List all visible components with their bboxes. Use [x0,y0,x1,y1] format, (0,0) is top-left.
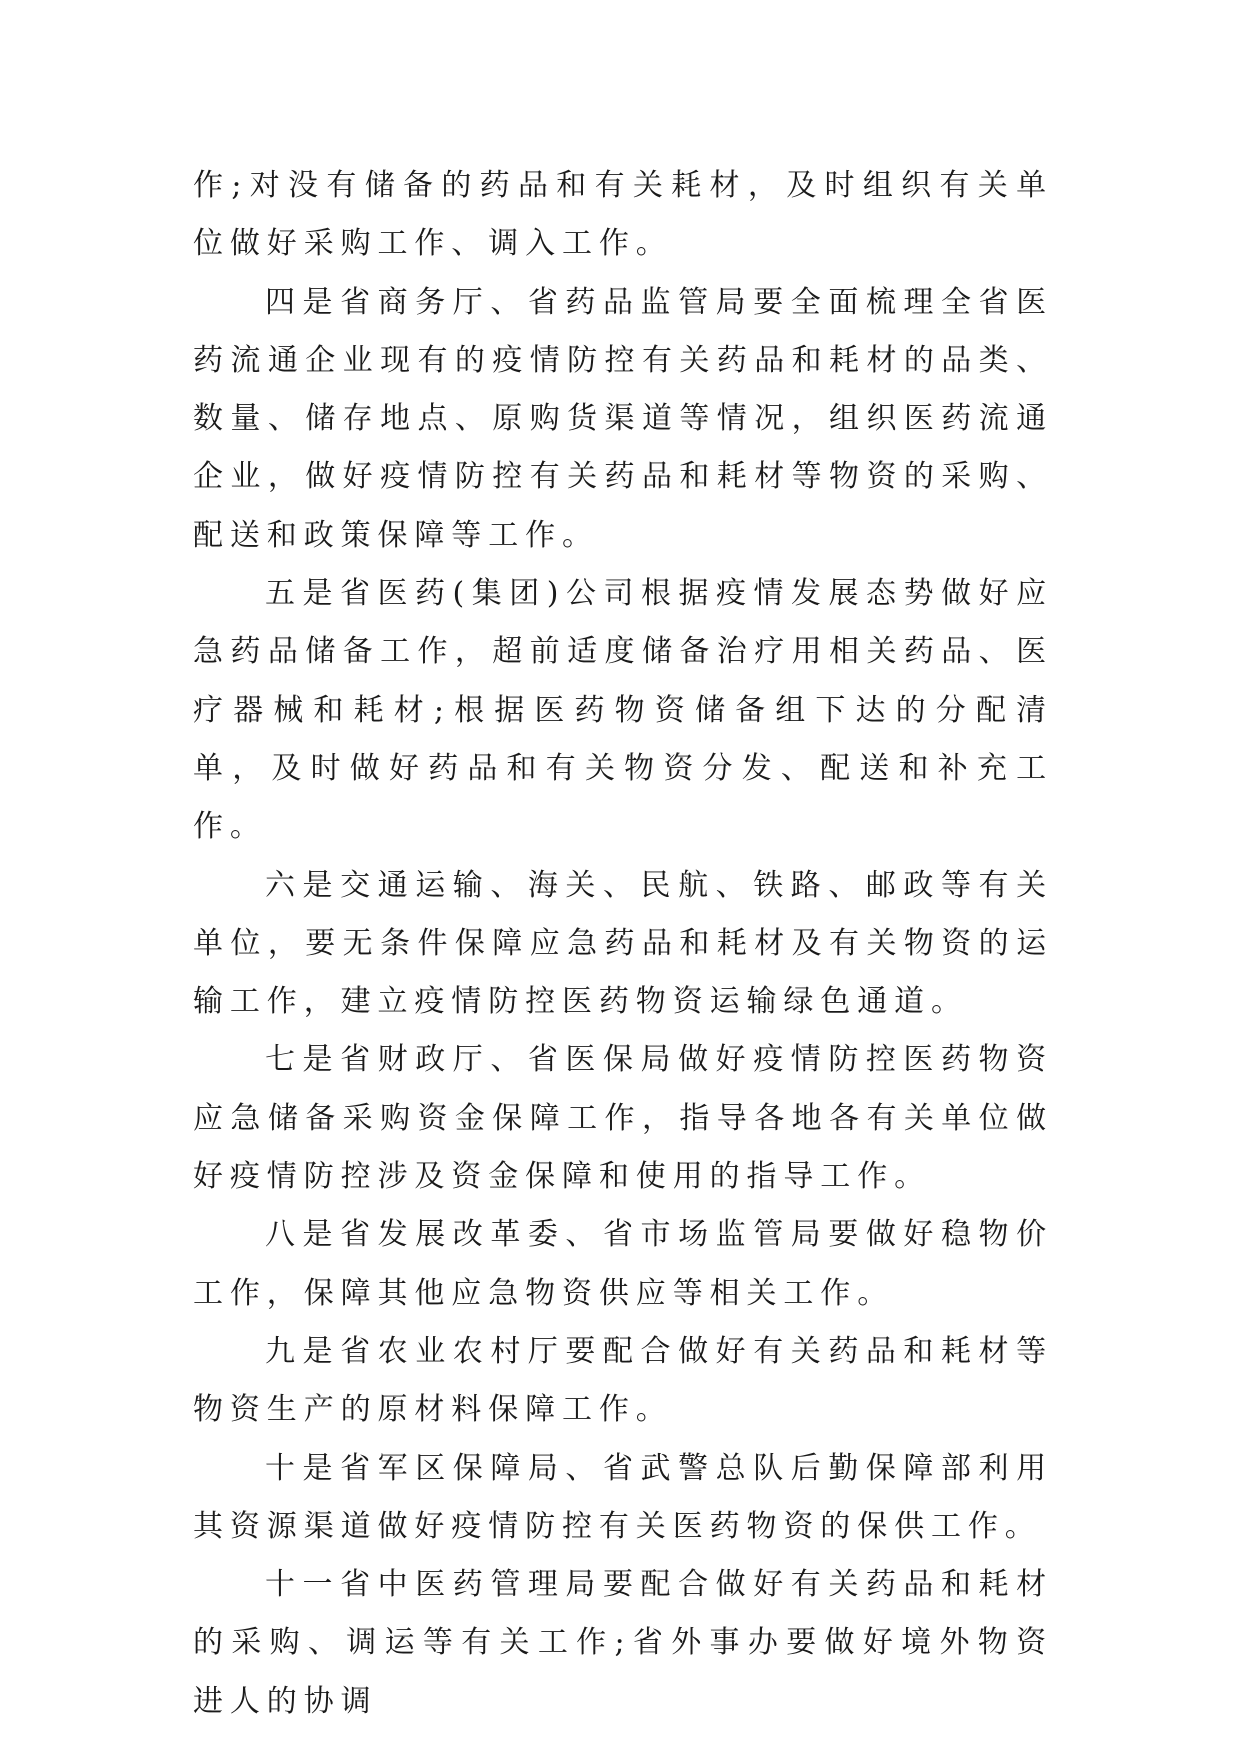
paragraph-item-7: 七是省财政厅、省医保局做好疫情防控医药物资应急储备采购资金保障工作，指导各地各有关单位做好疫情防控涉及资金保障和使用的指导工作。 [193,1042,1053,1195]
body-text [193,157,1053,1731]
paragraph-item-10: 十是省军区保障局、省武警总队后勤保障部利用其资源渠道做好疫情防控有关医药物资的保供工作。 [193,1450,1053,1544]
paragraph-item-11: 十一省中医药管理局要配合做好有关药品和耗材的采购、调运等有关工作;省外事办要做好境外物资进人的协调 [193,1567,1053,1719]
paragraph-item-6: 六是交通运输、海关、民航、铁路、邮政等有关单位，要无条件保障应急药品和耗材及有关物资的运输工作，建立疫情防控医药物资运输绿色通道。 [193,867,1053,1020]
paragraph-item-9: 九是省农业农村厅要配合做好有关药品和耗材等物资生产的原材料保障工作。 [193,1333,1053,1428]
paragraph-item-8: 八是省发展改革委、省市场监管局要做好稳物价工作，保障其他应急物资供应等相关工作。 [193,1217,1053,1311]
paragraph-item-4: 四是省商务厅、省药品监管局要全面梳理全省医药流通企业现有的疫情防控有关药品和耗材的品类、数量、储存地点、原购货渠道等情况，组织医药流通企业，做好疫情防控有关药品和耗材等物资的采购、配送和政策保障等工作。 [193,284,1053,553]
paragraph-item-5: 五是省医药(集团)公司根据疫情发展态势做好应急药品储备工作，超前适度储备治疗用相关药品、医疗器械和耗材;根据医药物资储备组下达的分配清单，及时做好药品和有关物资分发、配送和补充工作。 [193,576,1053,845]
paragraph-continuation: 作;对没有储备的药品和有关耗材，及时组织有关单位做好采购工作、调入工作。 [193,168,1053,262]
